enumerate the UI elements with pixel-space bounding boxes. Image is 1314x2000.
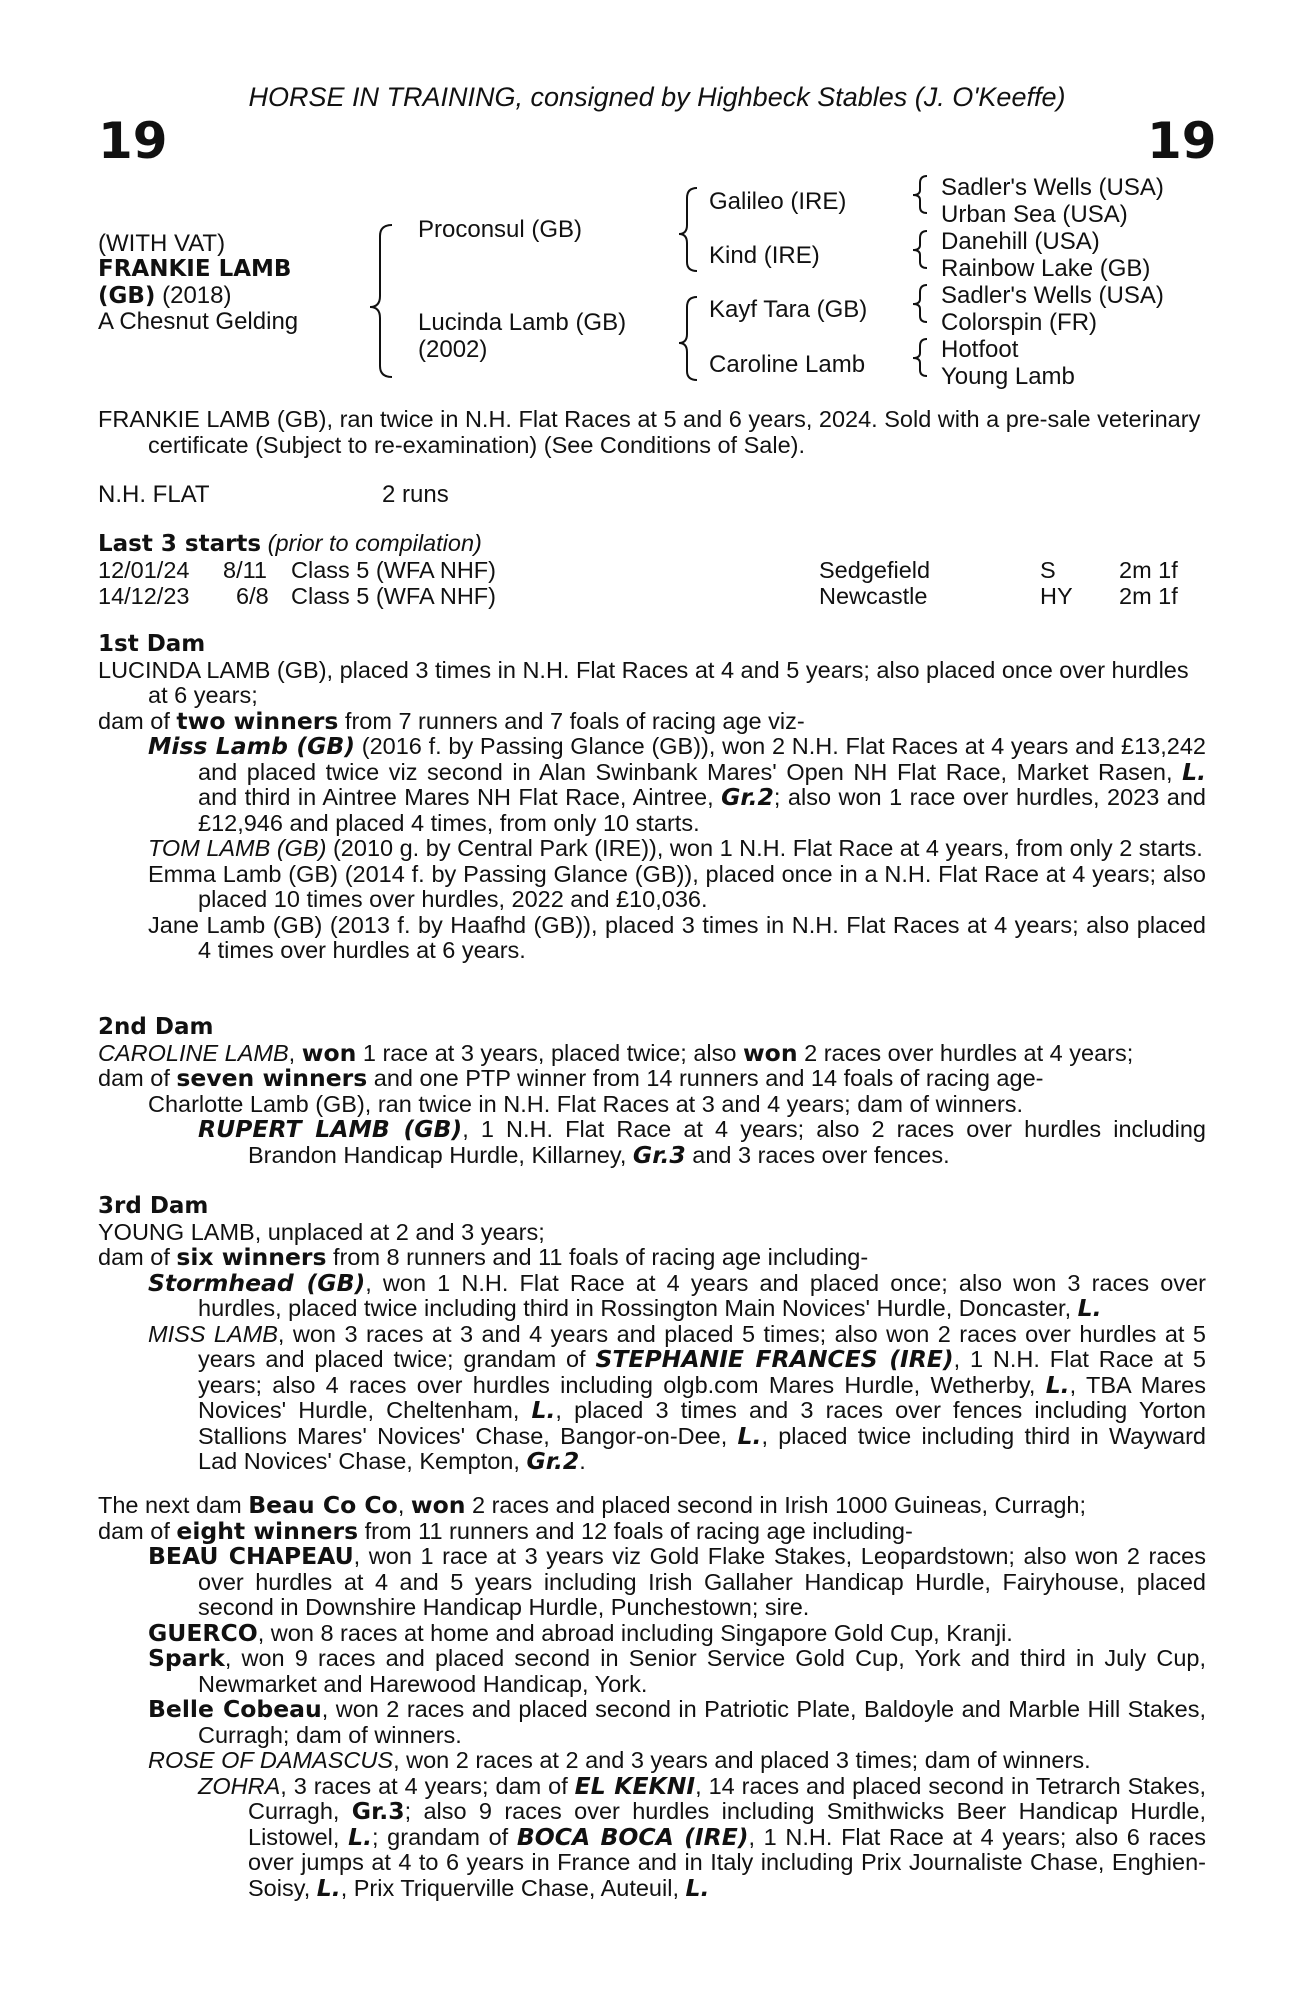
start-row	[98, 584, 1206, 610]
start-going: S	[1040, 556, 1056, 583]
pedigree-dam-year: (2002)	[418, 336, 488, 363]
pedigree-dam: Lucinda Lamb (GB)	[418, 309, 627, 336]
pedigree-gen3: Colorspin (FR)	[941, 309, 1098, 336]
start-course: Newcastle	[819, 582, 928, 609]
start-row	[98, 558, 1206, 584]
second-dam-section	[98, 1015, 1206, 1168]
first-dam-section	[98, 632, 1206, 964]
pedigree-sire: Proconsul (GB)	[418, 216, 583, 243]
produce-entry: MISS LAMB, won 3 races at 3 and 4 years and placed 5 times; also won 2 races over hurdles at 5 years and placed twice; grandam of STEPHANIE FRANCES (IRE), 1 N.H. Flat Race at 5 years; also 4 races over hurdles including olgb.com Mares Hurdle, Wetherby, L., TBA Mares Novices' Hurdle, Cheltenham, L., placed 3 times and 3 races over fences including Yorton Stallions Mares' Novices' Chase, Bangor-on-Dee, L., placed twice including third in Wayward Lad Novices' Chase, Kempton, Gr.2.	[148, 1320, 1207, 1475]
record-value: 2 runs	[382, 481, 449, 508]
pedigree-gen3: Danehill (USA)	[941, 228, 1100, 255]
second-dam-heading: 2nd Dam	[98, 1014, 214, 1040]
next-dam-produce: dam of eight winners from 11 runners and 12 foals of racing age including-	[98, 1516, 913, 1545]
produce-entry: ZOHRA, 3 races at 4 years; dam of EL KEKNI, 14 races and placed second in Tetrarch Stakes, Curragh, Gr.3; also 9 races over hurdles including Smithwicks Beer Handicap Hurdle, Listowel, L.; grandam of BOCA BOCA (IRE), 1 N.H. Flat Race at 4 years; also 6 races over jumps at 4 to 6 years in France and in Italy including Prix Journaliste Chase, Enghien-Soisy, L., Prix Triquerville Chase, Auteuil, L.	[198, 1771, 1206, 1902]
produce-entry: BEAU CHAPEAU, won 1 race at 3 years viz Gold Flake Stakes, Leopardstown; also won 2 races over hurdles at 4 and 5 years including Irish Gallaher Handicap Hurdle, Fairyhouse, placed second in Downshire Handicap Hurdle, Punchestown; sire.	[148, 1542, 1206, 1620]
produce-entry: Spark, won 9 races and placed second in Senior Service Gold Cup, York and third in July Cup, Newmarket and Harewood Handicap, York.	[148, 1644, 1206, 1697]
last-starts-section	[98, 531, 1206, 610]
produce-entry: Emma Lamb (GB) (2014 f. by Passing Glance (GB)), placed once in a N.H. Flat Race at 4 years; also placed 10 times over hurdles, 2022 and £10,036.	[148, 860, 1206, 912]
produce-entry: ROSE OF DAMASCUS, won 2 races at 2 and 3 years and placed 3 times; dam of winners.	[148, 1747, 1091, 1773]
first-dam-produce: dam of two winners from 7 runners and 7 foals of racing age viz-	[98, 706, 805, 735]
pedigree-gen3: Rainbow Lake (GB)	[941, 255, 1151, 282]
second-dam-produce: dam of seven winners and one PTP winner from 14 runners and 14 foals of racing age-	[98, 1064, 1044, 1092]
vat-note: (WITH VAT)	[98, 230, 226, 257]
third-dam-section	[98, 1194, 1206, 1475]
lot-number-right: 19	[1147, 112, 1217, 170]
next-dam-record: The next dam Beau Co Co, won 2 races and placed second in Irish 1000 Guineas, Curragh;	[98, 1491, 1086, 1519]
horse-country-year: (GB) (2018)	[98, 282, 232, 309]
produce-entry: TOM LAMB (GB) (2010 g. by Central Park (IRE)), won 1 N.H. Flat Race at 4 years, from only 2 starts.	[148, 835, 1203, 861]
produce-entry: Stormhead (GB), won 1 N.H. Flat Race at 4 years and placed once; also won 3 races over hurdles, placed twice including third in Rossington Main Novices' Hurdle, Doncaster, L.	[148, 1268, 1206, 1322]
produce-entry: Belle Cobeau, won 2 races and placed second in Patriotic Plate, Baldoyle and Marble Hill Stakes, Curragh; dam of winners.	[148, 1695, 1206, 1748]
start-course: Sedgefield	[819, 556, 931, 583]
third-dam-record: YOUNG LAMB, unplaced at 2 and 3 years;	[98, 1218, 545, 1245]
produce-entry: Charlotte Lamb (GB), ran twice in N.H. Flat Races at 3 and 4 years; dam of winners.	[148, 1090, 1024, 1117]
second-dam-record: CAROLINE LAMB, won 1 race at 3 years, placed twice; also won 2 races over hurdles at 4 years;	[98, 1038, 1134, 1067]
third-dam-produce: dam of six winners from 8 runners and 11 foals of racing age including-	[98, 1243, 869, 1271]
record-label: N.H. FLAT	[98, 481, 210, 508]
pedigree-gen3: Sadler's Wells (USA)	[941, 282, 1164, 309]
start-position: 6/8	[236, 582, 269, 609]
start-date: 14/12/23	[98, 582, 190, 609]
pedigree-gen2: Galileo (IRE)	[709, 188, 847, 215]
produce-entry: GUERCO, won 8 races at home and abroad including Singapore Gold Cup, Kranji.	[148, 1618, 1013, 1647]
start-date: 12/01/24	[98, 556, 190, 583]
pedigree-gen3: Urban Sea (USA)	[941, 201, 1128, 228]
pedigree-gen3: Hotfoot	[941, 336, 1019, 363]
last-starts-heading: Last 3 starts (prior to compilation)	[98, 530, 482, 557]
produce-entry: Jane Lamb (GB) (2013 f. by Haafhd (GB)), placed 3 times in N.H. Flat Races at 4 years; also placed 4 times over hurdles at 6 years.	[148, 911, 1206, 963]
summary-section	[98, 407, 1206, 458]
pedigree-gen3: Sadler's Wells (USA)	[941, 174, 1164, 201]
horse-name: FRANKIE LAMB	[98, 256, 292, 282]
produce-entry: RUPERT LAMB (GB), 1 N.H. Flat Race at 4 years; also 2 races over hurdles including Brandon Handicap Hurdle, Killarney, Gr.3 and 3 races over fences.	[198, 1115, 1207, 1169]
summary-text: FRANKIE LAMB (GB), ran twice in N.H. Flat Races at 5 and 6 years, 2024. Sold with a pre-sale veterinary certificate (Subject to re-examination) (See Conditions of Sale).	[98, 406, 1201, 458]
start-race: Class 5 (WFA NHF)	[291, 556, 496, 583]
pedigree-gen3: Young Lamb	[941, 363, 1075, 390]
third-dam-heading: 3rd Dam	[98, 1193, 209, 1219]
next-dam-section	[98, 1493, 1206, 1901]
pedigree-gen2: Kayf Tara (GB)	[709, 296, 868, 323]
start-going: HY	[1040, 582, 1073, 609]
start-position: 8/11	[223, 556, 267, 583]
first-dam-record: LUCINDA LAMB (GB), placed 3 times in N.H. Flat Races at 4 and 5 years; also placed once over hurdles at 6 years;	[98, 656, 1189, 708]
lot-number-left: 19	[98, 112, 168, 170]
pedigree-gen2: Kind (IRE)	[709, 242, 820, 269]
horse-description: A Chesnut Gelding	[98, 308, 299, 335]
pedigree-gen2: Caroline Lamb	[709, 351, 866, 378]
produce-entry: Miss Lamb (GB) (2016 f. by Passing Glance (GB)), won 2 N.H. Flat Races at 4 years and £13,242 and placed twice viz second in Alan Swinbank Mares' Open NH Flat Race, Market Rasen, L. and third in Aintree Mares NH Flat Race, Aintree, Gr.2; also won 1 race over hurdles, 2023 and £12,946 and placed 4 times, from only 10 starts.	[148, 732, 1207, 836]
first-dam-heading: 1st Dam	[98, 631, 206, 657]
start-distance: 2m 1f	[1119, 556, 1178, 583]
start-distance: 2m 1f	[1119, 582, 1178, 609]
start-race: Class 5 (WFA NHF)	[291, 582, 496, 609]
consignment-header: HORSE IN TRAINING, consigned by Highbeck Stables (J. O'Keeffe)	[248, 82, 1066, 112]
